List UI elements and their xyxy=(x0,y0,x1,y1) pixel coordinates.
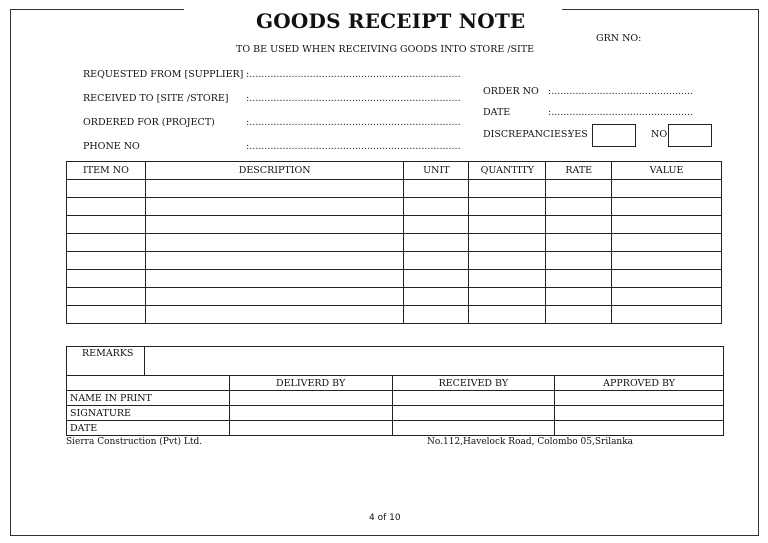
phone-no-field[interactable]: :...................................................................... xyxy=(246,141,461,152)
page-subtitle: TO BE USED WHEN RECEIVING GOODS INTO STORE /SITE xyxy=(236,44,535,55)
table-cell[interactable] xyxy=(546,270,612,288)
table-cell[interactable] xyxy=(404,234,469,252)
table-cell[interactable] xyxy=(67,234,146,252)
table-cell[interactable] xyxy=(546,216,612,234)
table-cell[interactable] xyxy=(469,198,546,216)
table-cell[interactable] xyxy=(229,391,392,406)
table-row xyxy=(67,391,724,406)
frame-bottom xyxy=(10,535,759,536)
table-cell[interactable] xyxy=(612,288,722,306)
table-cell[interactable] xyxy=(546,234,612,252)
table-cell[interactable] xyxy=(404,288,469,306)
table-cell[interactable] xyxy=(145,234,404,252)
phone-no-label: PHONE NO xyxy=(83,141,140,152)
col-rate: RATE xyxy=(546,162,612,180)
row-signature: SIGNATURE xyxy=(67,406,230,421)
table-row xyxy=(67,180,722,198)
grn-no-label: GRN NO: xyxy=(596,33,642,44)
discrepancies-yes-label: YES xyxy=(568,129,588,140)
table-cell[interactable] xyxy=(404,198,469,216)
table-row xyxy=(67,198,722,216)
table-cell[interactable] xyxy=(612,180,722,198)
table-row xyxy=(67,288,722,306)
table-cell[interactable] xyxy=(67,198,146,216)
table-row xyxy=(67,306,722,324)
table-cell[interactable] xyxy=(612,270,722,288)
table-row xyxy=(67,421,724,436)
order-no-label: ORDER NO xyxy=(483,86,539,97)
table-cell[interactable] xyxy=(469,288,546,306)
table-cell[interactable] xyxy=(404,306,469,324)
frame-left xyxy=(10,9,11,536)
order-no-field[interactable]: :............................................... xyxy=(548,86,694,97)
company-name: Sierra Construction (Pvt) Ltd. xyxy=(66,437,203,447)
table-row xyxy=(67,216,722,234)
table-cell[interactable] xyxy=(469,306,546,324)
signoff-table xyxy=(66,375,724,436)
table-cell[interactable] xyxy=(67,270,146,288)
table-cell[interactable] xyxy=(612,306,722,324)
page-title: GOODS RECEIPT NOTE xyxy=(256,9,526,33)
table-cell[interactable] xyxy=(404,252,469,270)
table-cell[interactable] xyxy=(392,421,555,436)
row-name-in-print: NAME IN PRINT xyxy=(67,391,230,406)
table-cell[interactable] xyxy=(469,180,546,198)
table-cell[interactable] xyxy=(555,421,724,436)
table-cell[interactable] xyxy=(555,391,724,406)
table-cell[interactable] xyxy=(612,216,722,234)
table-row xyxy=(67,252,722,270)
table-cell[interactable] xyxy=(145,180,404,198)
remarks-field[interactable] xyxy=(146,347,723,375)
table-cell[interactable] xyxy=(546,288,612,306)
table-cell[interactable] xyxy=(546,306,612,324)
table-cell[interactable] xyxy=(67,306,146,324)
table-cell[interactable] xyxy=(404,180,469,198)
discrepancies-no-box[interactable] xyxy=(668,124,712,147)
date-field[interactable]: :............................................... xyxy=(548,107,694,118)
table-row xyxy=(67,234,722,252)
frame-top-left xyxy=(10,9,184,10)
signoff-header-row xyxy=(67,376,724,391)
table-cell[interactable] xyxy=(555,406,724,421)
discrepancies-no-label: NO xyxy=(651,129,668,140)
col-quantity: QUANTITY xyxy=(469,162,546,180)
table-cell[interactable] xyxy=(229,421,392,436)
table-cell[interactable] xyxy=(67,288,146,306)
ordered-for-field[interactable]: :...................................................................... xyxy=(246,117,461,128)
col-delivered-by: DELIVERD BY xyxy=(229,376,392,391)
company-address: No.112,Havelock Road, Colombo 05,Srilanka xyxy=(427,437,634,447)
table-cell[interactable] xyxy=(67,216,146,234)
received-to-field[interactable]: :...................................................................... xyxy=(246,93,461,104)
table-cell[interactable] xyxy=(469,216,546,234)
table-cell[interactable] xyxy=(145,216,404,234)
table-cell[interactable] xyxy=(404,270,469,288)
table-cell[interactable] xyxy=(67,180,146,198)
col-unit: UNIT xyxy=(404,162,469,180)
table-cell[interactable] xyxy=(469,234,546,252)
table-cell[interactable] xyxy=(229,406,392,421)
date-label: DATE xyxy=(483,107,511,118)
table-cell[interactable] xyxy=(145,306,404,324)
row-date: DATE xyxy=(67,421,230,436)
table-cell[interactable] xyxy=(612,198,722,216)
table-cell[interactable] xyxy=(392,391,555,406)
requested-from-label: REQUESTED FROM [SUPPLIER] xyxy=(83,69,244,80)
remarks-label: REMARKS xyxy=(82,348,134,359)
col-approved-by: APPROVED BY xyxy=(555,376,724,391)
col-description: DESCRIPTION xyxy=(145,162,404,180)
col-item-no: ITEM NO xyxy=(67,162,146,180)
items-table-header xyxy=(67,162,722,180)
col-received-by: RECEIVED BY xyxy=(392,376,555,391)
page-indicator: 4 of 10 xyxy=(369,513,401,523)
signoff-corner-cell xyxy=(67,376,230,391)
requested-from-field[interactable]: :...................................................................... xyxy=(246,69,461,80)
items-table xyxy=(66,161,722,324)
table-cell[interactable] xyxy=(392,406,555,421)
table-cell[interactable] xyxy=(612,234,722,252)
table-cell[interactable] xyxy=(404,216,469,234)
discrepancies-label: DISCREPANCIES: xyxy=(483,129,571,140)
table-cell[interactable] xyxy=(546,252,612,270)
discrepancies-yes-box[interactable] xyxy=(592,124,636,147)
frame-right xyxy=(758,9,759,536)
table-cell[interactable] xyxy=(469,270,546,288)
received-to-label: RECEIVED TO [SITE /STORE] xyxy=(83,93,229,104)
table-cell[interactable] xyxy=(145,270,404,288)
table-row xyxy=(67,270,722,288)
table-cell[interactable] xyxy=(145,288,404,306)
frame-top-right xyxy=(562,9,759,10)
table-cell[interactable] xyxy=(546,198,612,216)
ordered-for-label: ORDERED FOR (PROJECT) xyxy=(83,117,215,128)
col-value: VALUE xyxy=(612,162,722,180)
table-row xyxy=(67,406,724,421)
table-cell[interactable] xyxy=(546,180,612,198)
table-cell[interactable] xyxy=(145,252,404,270)
table-cell[interactable] xyxy=(67,252,146,270)
table-cell[interactable] xyxy=(612,252,722,270)
table-cell[interactable] xyxy=(145,198,404,216)
table-cell[interactable] xyxy=(469,252,546,270)
